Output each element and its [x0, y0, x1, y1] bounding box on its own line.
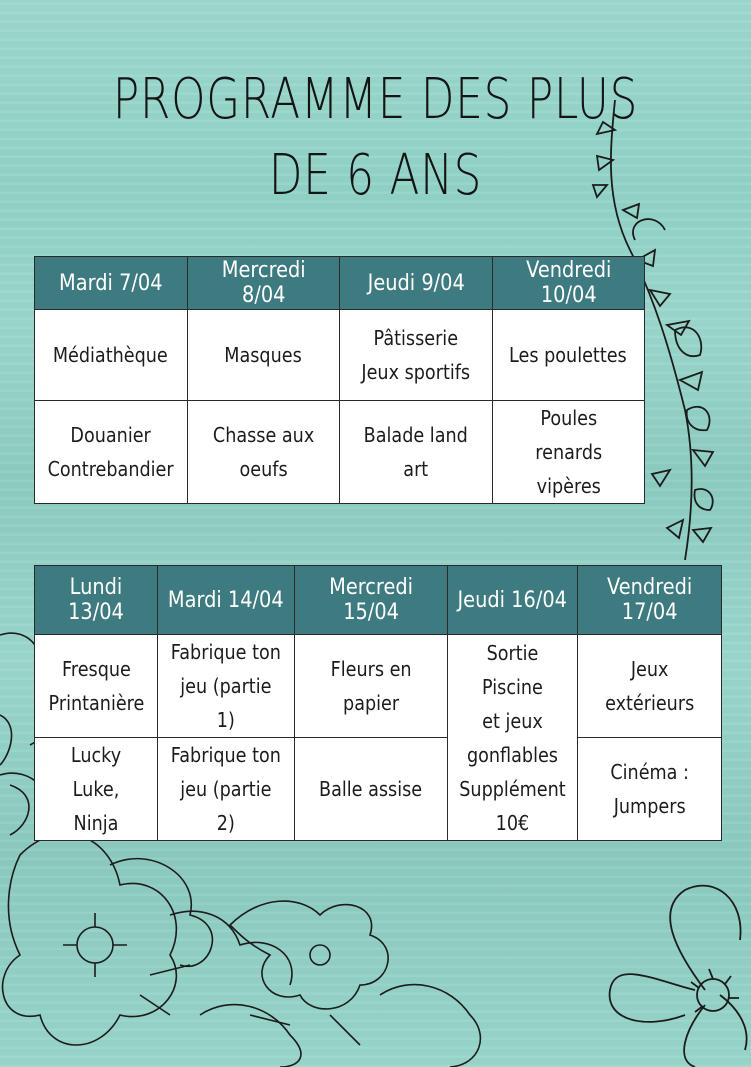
activity-cell: Fabrique ton jeu (partie 1) [157, 635, 294, 738]
activity-cell: Douanier Contrebandier [35, 401, 188, 504]
day-header: Vendredi 17/04 [577, 566, 721, 635]
activity-cell: Cinéma : Jumpers [577, 738, 721, 841]
activity-cell: Les poulettes [492, 310, 645, 401]
table-header-row [35, 566, 722, 635]
activity-cell: Pâtisserie Jeux sportifs [340, 310, 493, 401]
activity-cell: Sortie Piscine et jeux gonflables Supplément 10€ [447, 635, 577, 841]
day-header: Jeudi 16/04 [447, 566, 577, 635]
day-header: Mercredi 15/04 [294, 566, 447, 635]
activity-cell: Balle assise [294, 738, 447, 841]
schedule-table-week-2 [34, 565, 722, 841]
activity-cell: Balade land art [340, 401, 493, 504]
day-header: Vendredi 10/04 [492, 257, 645, 310]
activity-cell: Poules renards vipères [492, 401, 645, 504]
activity-cell: Fleurs en papier [294, 635, 447, 738]
table-row [35, 635, 722, 738]
activity-cell: Fabrique ton jeu (partie 2) [157, 738, 294, 841]
activity-cell: Fresque Printanière [35, 635, 158, 738]
table-row [35, 310, 645, 401]
activity-cell: Jeux extérieurs [577, 635, 721, 738]
day-header: Mardi 14/04 [157, 566, 294, 635]
activity-cell: Masques [187, 310, 340, 401]
activity-cell: Lucky Luke, Ninja [35, 738, 158, 841]
title-line-1: PROGRAMME DES PLUS [112, 67, 639, 132]
table-header-row [35, 257, 645, 310]
day-header: Mardi 7/04 [35, 257, 188, 310]
day-header: Lundi 13/04 [35, 566, 158, 635]
page-title [83, 62, 669, 214]
day-header: Jeudi 9/04 [340, 257, 493, 310]
table-row [35, 401, 645, 504]
title-line-2: DE 6 ANS [268, 143, 483, 208]
schedule-table-week-1 [34, 256, 645, 504]
activity-cell: Médiathèque [35, 310, 188, 401]
activity-cell: Chasse aux oeufs [187, 401, 340, 504]
day-header: Mercredi 8/04 [187, 257, 340, 310]
table-row [35, 738, 722, 841]
